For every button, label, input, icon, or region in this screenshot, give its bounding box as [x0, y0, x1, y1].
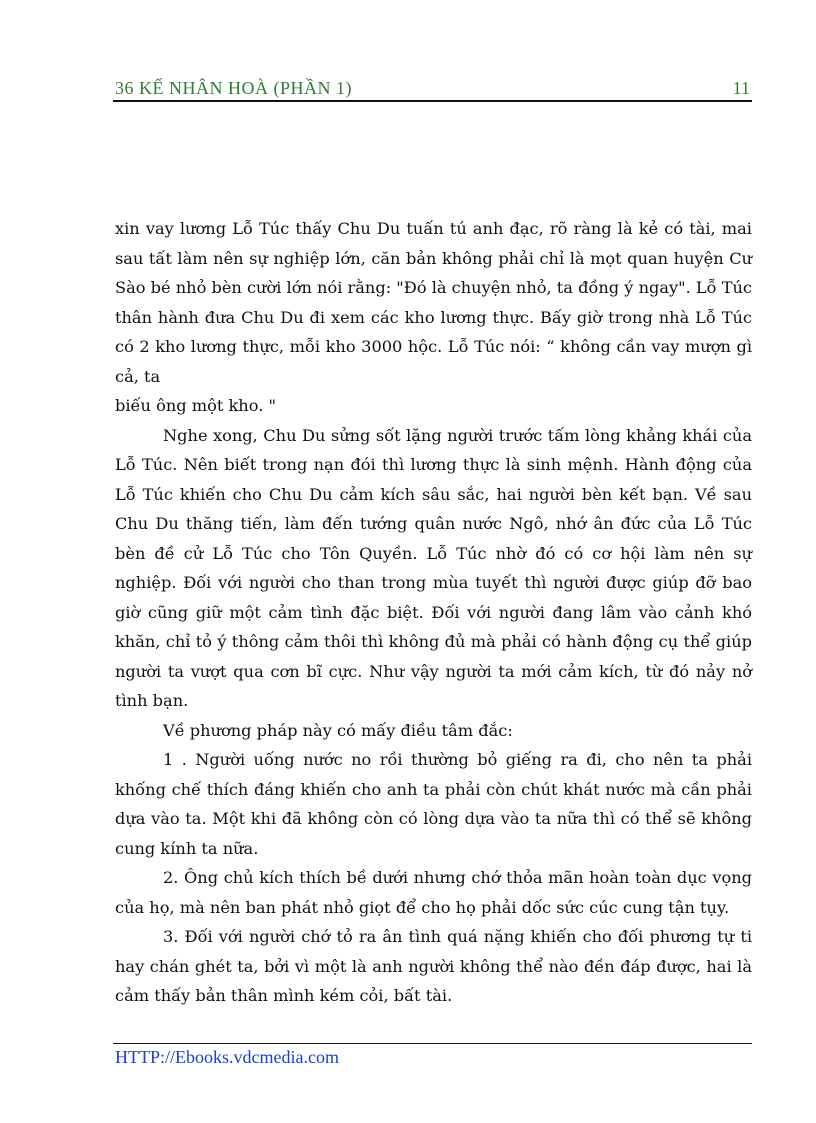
- paragraph: xin vay lương Lỗ Túc thấy Chu Du tuấn tú anh đạc, rõ ràng là kẻ có tài, mai sau tất làm nên sự nghiệp lớn, căn bản không phải chỉ là mọt quan huyện Cư Sào bé nhỏ bèn cười lớn nói rằng: "Đó là chuyện nhỏ, ta đồng ý ngay". Lỗ Túc thân hành đưa Chu Du đi xem các kho lương thực. Bấy giờ trong nhà Lỗ Túc có 2 kho lương thực, mỗi kho 3000 hộc. Lỗ Túc nói: “ không cần vay mượn gì cả, ta: [115, 219, 752, 386]
- list-item: 3. Đối với người chớ tỏ ra ân tình quá nặng khiến cho đối phương tự ti hay chán ghét ta, bởi vì một là anh người không thể nào đền đáp được, hai là cảm thấy bản thân mình kém cỏi, bất tài.: [115, 927, 752, 1005]
- paragraph: Về phương pháp này có mấy điều tâm đắc:: [163, 720, 513, 740]
- paragraph: Nghe xong, Chu Du sửng sốt lặng người trước tấm lòng khảng khái của Lỗ Túc. Nên biết trong nạn đói thì lương thực là sinh mệnh. Hành động của Lỗ Túc khiến cho Chu Du cảm kích sâu sắc, hai người bèn kết bạn. Về sau Chu Du thăng tiến, làm đến tướng quân nước Ngô, nhớ ân đức của Lỗ Túc bèn đề cử Lỗ Túc cho Tôn Quyền. Lỗ Túc nhờ đó có cơ hội làm nên sự nghiệp. Đối với người cho than trong mùa tuyết thì người được giúp đỡ bao giờ cũng giữ một cảm tình đặc biệt. Đối với người đang lâm vào cảnh khó khăn, chỉ tỏ ý thông cảm thôi thì không đủ mà phải có hành động cụ thể giúp người ta vượt qua cơn bĩ cực. Như vậy người ta mới cảm kích, từ đó nảy nở tình bạn.: [115, 425, 752, 710]
- paragraph: biếu ông một kho. ": [115, 396, 276, 415]
- book-title: 36 KẾ NHÂN HOÀ (PHẦN 1): [115, 78, 352, 98]
- page-number: 11: [732, 78, 750, 98]
- list-item: 1 . Người uống nước no rồi thường bỏ giếng ra đi, cho nên ta phải khống chế thích đáng khiến cho anh ta phải còn chút khát nước mà cần phải dựa vào ta. Một khi đã không còn có lòng dựa vào ta nữa thì có thể sẽ không cung kính ta nữa.: [115, 750, 752, 858]
- footer-link[interactable]: HTTP://Ebooks.vdcmedia.com: [115, 1047, 339, 1067]
- footer-divider: [113, 1043, 752, 1044]
- page-header: [113, 76, 752, 102]
- list-item: 2. Ông chủ kích thích bề dưới nhưng chớ thỏa mãn hoàn toàn dục vọng của họ, mà nên ban phát nhỏ giọt để cho họ phải dốc sức cúc cung tận tụy.: [115, 868, 752, 917]
- body-text: [115, 214, 752, 1011]
